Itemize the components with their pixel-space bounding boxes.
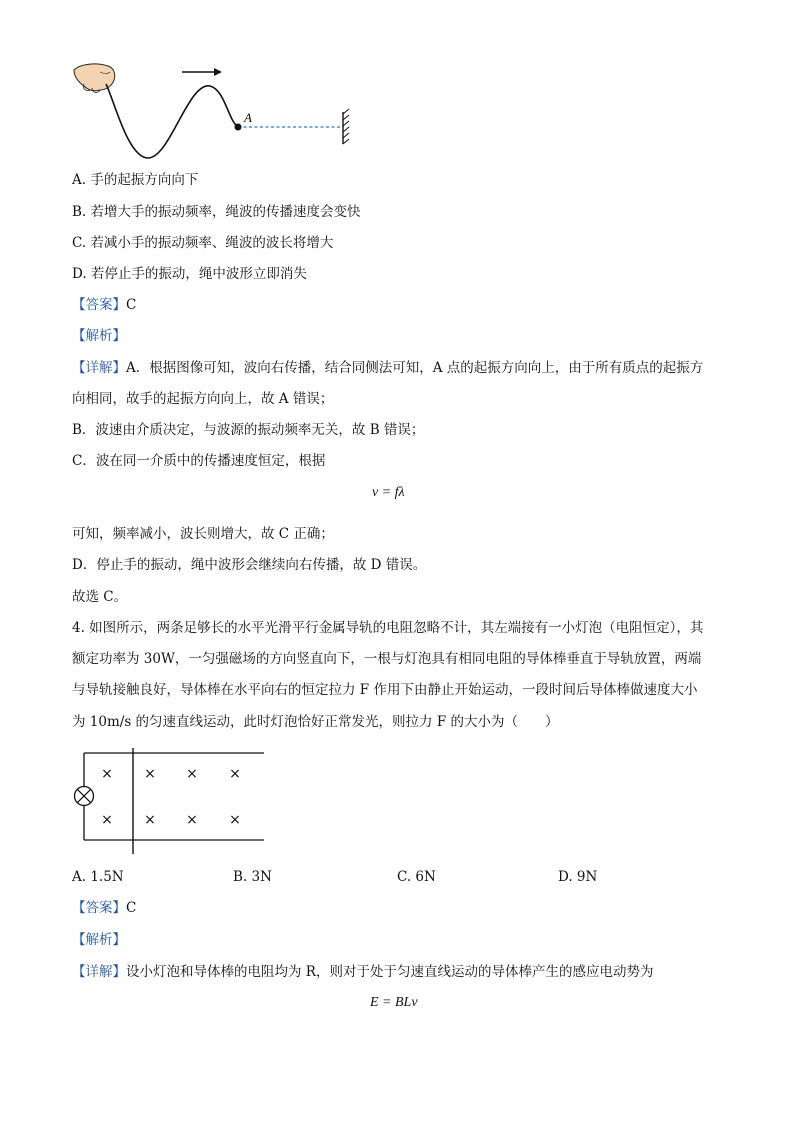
q3-detail-line-3: B．波速由介质决定，与波源的振动频率无关，故 B 错误； [72, 422, 425, 438]
q4-stem-line-2: 额定功率为 30W，一匀强磁场的方向竖直向下，一根与灯泡具有相同电阻的导体棒垂直于导轨放置，两端 [72, 651, 702, 667]
field-mark: × [144, 812, 156, 828]
q4-stem-line-1: 4. 如图所示，两条足够长的水平光滑平行金属导轨的电阻忽略不计，其左端接有一小灯泡（电阻恒定），其 [72, 620, 704, 636]
field-mark: × [229, 766, 241, 782]
field-mark: × [101, 766, 113, 782]
q3-detail2-line-2: D．停止手的振动，绳中波形会继续向右传播，故 D 错误。 [72, 557, 427, 573]
answer-tag: 【答案】 [72, 297, 126, 313]
q3-option-c: C. 若减小手的振动频率、绳波的波长将增大 [72, 235, 334, 251]
rail-circuit-figure [72, 748, 272, 858]
q3-option-d: D. 若停止手的振动，绳中波形立即消失 [72, 266, 307, 282]
answer-value: C [126, 900, 137, 916]
q3-equation: v = fλ [372, 485, 405, 500]
point-a [235, 124, 242, 131]
field-mark: × [101, 812, 113, 828]
q4-analysis-tag: 【解析】 [72, 932, 126, 948]
detail-text: A．根据图像可知，波向右传播，结合同侧法可知，A 点的起振方向向上，由于所有质点的起振方 [126, 360, 704, 376]
q3-detail-line-1 [72, 358, 703, 378]
point-a-label: A [244, 110, 252, 125]
q3-analysis-tag: 【解析】 [72, 328, 126, 344]
arrow-right-icon [182, 68, 222, 76]
detail-tag: 【详解】 [72, 964, 126, 980]
q4-option-d: D. 9N [558, 869, 598, 885]
q3-detail2-line-1: 可知，频率减小，波长则增大，故 C 正确； [72, 526, 334, 542]
q3-option-a: A. 手的起振方向向下 [72, 172, 199, 188]
lamp-icon [75, 787, 94, 806]
wall-icon [343, 109, 349, 144]
q4-equation: E = BLv [370, 995, 418, 1010]
field-mark: × [229, 812, 241, 828]
q4-option-a: A. 1.5N [72, 869, 124, 885]
detail-text: 设小灯泡和导体棒的电阻均为 R，则对于处于匀速直线运动的导体棒产生的感应电动势为 [126, 964, 654, 980]
q4-stem-line-4: 为 10m/s 的匀速直线运动，此时灯泡恰好正常发光，则拉力 F 的大小为（ ） [72, 714, 559, 730]
field-mark: × [144, 766, 156, 782]
field-mark: × [186, 812, 198, 828]
answer-tag: 【答案】 [72, 900, 126, 916]
q4-answer [72, 898, 136, 918]
q3-detail2-line-3: 故选 C。 [72, 589, 128, 605]
field-mark: × [186, 766, 198, 782]
q4-stem-line-3: 与导轨接触良好，导体棒在水平向右的恒定拉力 F 作用下由静止开始运动，一段时间后导体棒做速度大小 [72, 682, 698, 698]
rope-wave [106, 84, 238, 158]
q3-detail-line-4: C．波在同一介质中的传播速度恒定，根据 [72, 453, 326, 469]
answer-value: C [126, 297, 137, 313]
q4-option-b: B. 3N [233, 869, 272, 885]
q4-option-c: C. 6N [397, 869, 436, 885]
q3-detail-line-2: 向相同，故手的起振方向向上，故 A 错误； [72, 391, 334, 407]
rope-wave-figure [70, 60, 370, 160]
detail-tag: 【详解】 [72, 360, 126, 376]
q3-answer [72, 295, 136, 315]
q4-detail-line [72, 962, 653, 982]
q3-option-b: B. 若增大手的振动频率，绳波的传播速度会变快 [72, 204, 361, 220]
